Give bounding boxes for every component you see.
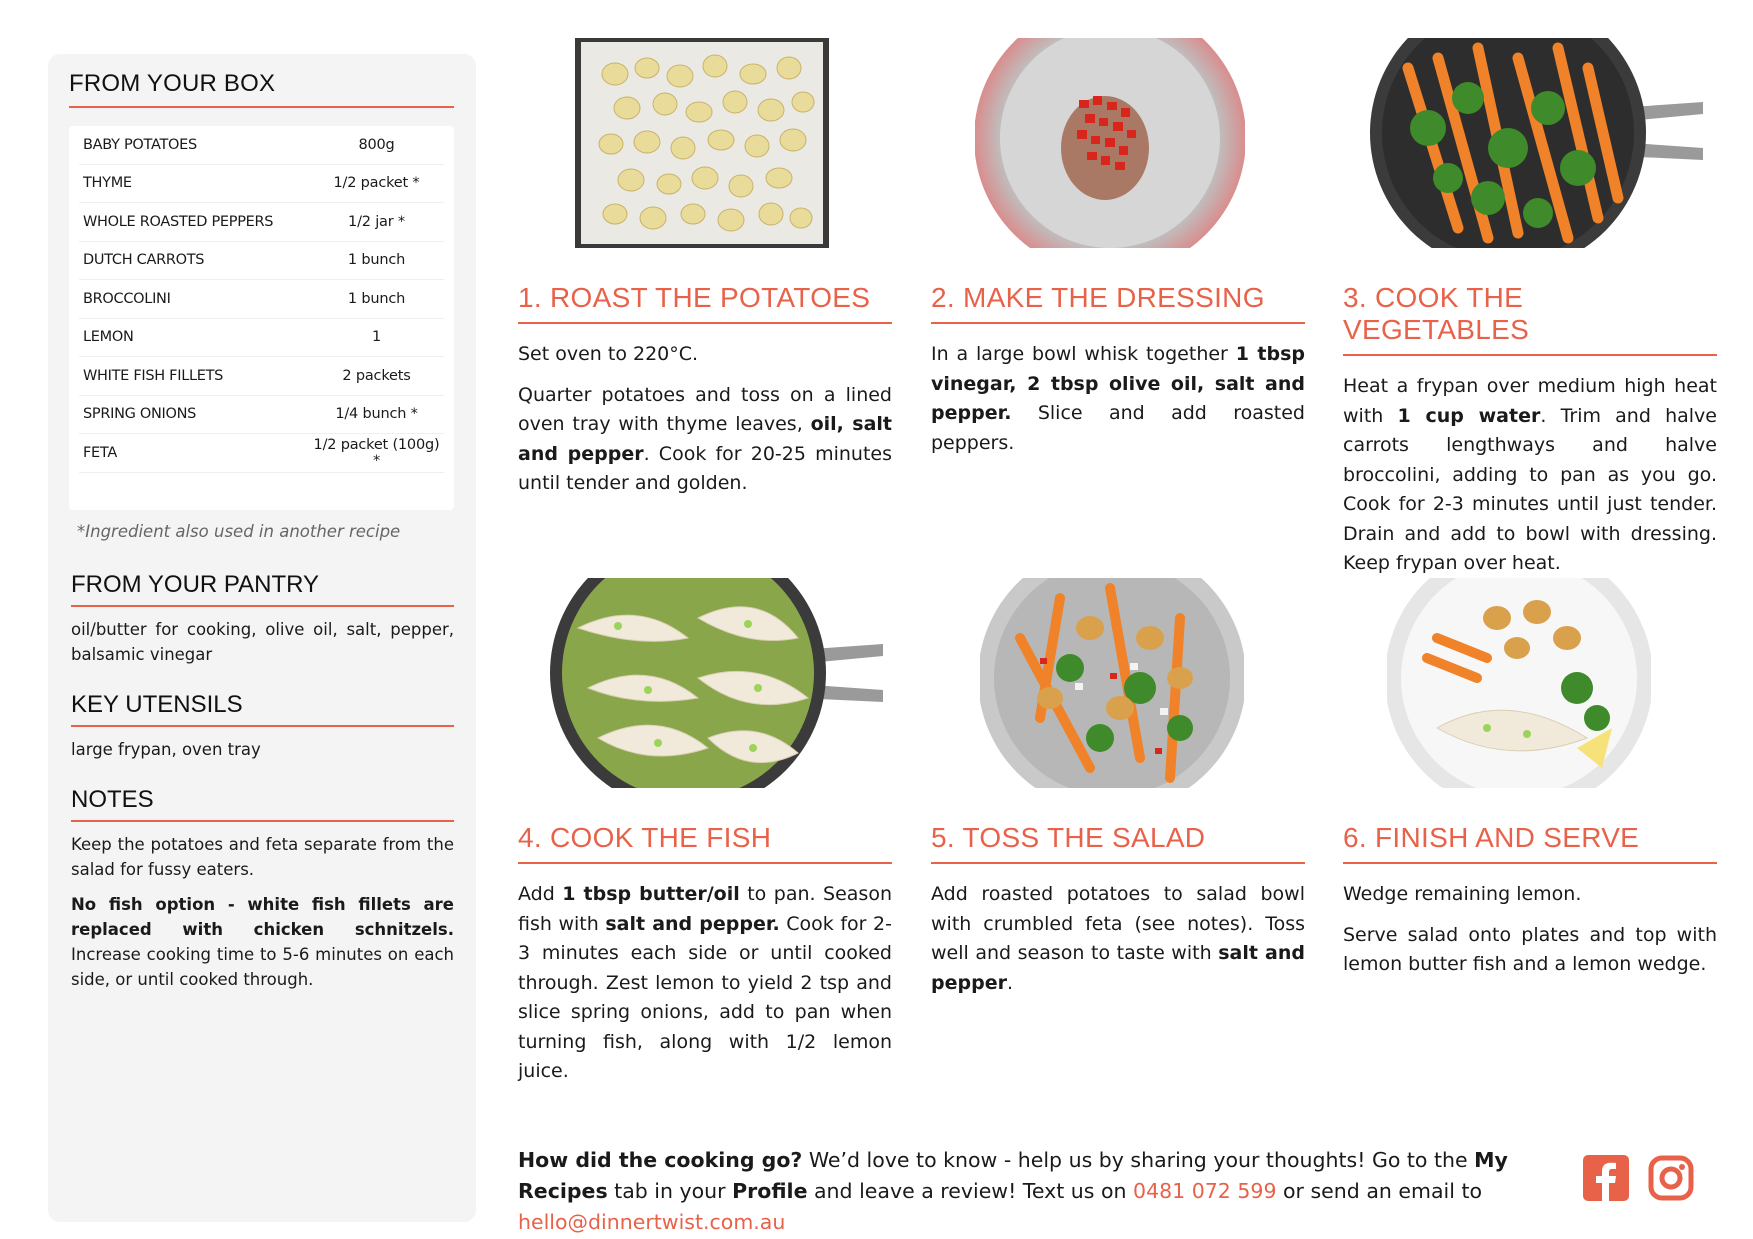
roasted-potatoes-image (518, 38, 892, 248)
step-text-bold: oil, salt and pepper (518, 413, 892, 465)
step-text-bold: salt and pepper (931, 942, 1305, 994)
from-your-pantry-heading: FROM YOUR PANTRY (71, 571, 454, 607)
salad-bowl-image (931, 578, 1305, 788)
step-1-text (518, 340, 892, 499)
ingredient-name: THYME (83, 175, 132, 192)
ingredient-qty: 1 (371, 329, 382, 346)
step-paragraph (1343, 921, 1717, 980)
step-paragraph (518, 381, 892, 499)
step-text-run: Add (518, 883, 563, 905)
step-paragraph (518, 340, 892, 370)
step-text-bold: 1 tbsp vinegar, 2 tbsp olive oil, salt and pepper. (931, 343, 1305, 424)
ingredient-row (79, 126, 444, 165)
ingredient-name: WHOLE ROASTED PEPPERS (83, 213, 274, 230)
ingredients-sidebar (48, 54, 476, 1222)
step-5-title: 5. TOSS THE SALAD (931, 822, 1305, 864)
step-text-run: . Trim and halve carrots lengthways and halve broccolini, adding to pan as you go. Cook for 2-3 minutes until just tender. Drain and add to bowl with dressing. Keep frypan over heat. (1343, 404, 1717, 574)
footer-text-3: and leave a review! Text us on (807, 1179, 1134, 1203)
facebook-icon[interactable] (1583, 1155, 1629, 1201)
step-5-text (931, 880, 1305, 998)
ingredient-qty: 1/2 packet * (333, 175, 420, 192)
ingredient-qty: 1 bunch (347, 252, 406, 269)
ingredient-row (79, 280, 444, 319)
ingredient-row (79, 396, 444, 435)
ingredient-name: LEMON (83, 329, 134, 346)
step-paragraph (931, 880, 1305, 998)
feedback-footer (518, 1145, 1578, 1238)
footer-my-recipes: My Recipes (518, 1148, 1508, 1203)
step-text-run: Cook for 2-3 minutes each side or until cooked through. Zest lemon to yield 2 tsp and slice spring onions, add to pan when turning fish, along with 1/2 lemon juice. (518, 912, 892, 1082)
instagram-icon[interactable] (1648, 1155, 1694, 1201)
step-text-run: In a large bowl whisk together (931, 343, 1236, 365)
step-2-text (931, 340, 1305, 458)
step-paragraph (1343, 372, 1717, 579)
ingredient-name: WHITE FISH FILLETS (83, 367, 224, 384)
ingredient-qty: 1/4 bunch * (335, 406, 418, 423)
step-text-run: . Cook for 20-25 minutes until tender and golden. (518, 442, 892, 494)
step-2 (931, 38, 1305, 458)
step-4 (518, 578, 892, 1087)
step-text-run: Heat a frypan over medium high heat with (1343, 375, 1717, 427)
ingredients-table (69, 126, 454, 510)
vegetables-pan-image (1343, 38, 1717, 248)
ingredient-qty: 2 packets (342, 367, 411, 384)
step-text-run: Quarter potatoes and toss on a lined oven tray with thyme leaves, (518, 383, 892, 435)
ingredient-row (79, 165, 444, 204)
ingredient-row (79, 203, 444, 242)
notes-heading: NOTES (71, 786, 454, 822)
step-1 (518, 38, 892, 499)
notes-text-1: Keep the potatoes and feta separate from the salad for fussy eaters. (71, 835, 454, 879)
step-3-title: 3. COOK THE VEGETABLES (1343, 282, 1717, 356)
ingredient-qty: 800g (358, 136, 395, 153)
footer-text-4: or send an email to (1276, 1179, 1483, 1203)
step-text-run: . (1006, 971, 1013, 994)
step-1-title: 1. ROAST THE POTATOES (518, 282, 892, 324)
step-text-run: Add roasted potatoes to salad bowl with crumbled feta (see notes). Toss well and season to taste with (931, 883, 1305, 964)
footer-text-2: tab in your (607, 1179, 733, 1203)
ingredient-row (79, 434, 444, 473)
step-2-title: 2. MAKE THE DRESSING (931, 282, 1305, 324)
step-text-run: Wedge remaining lemon. (1343, 883, 1582, 905)
ingredient-qty: 1/2 packet (100g) * (313, 436, 440, 469)
step-text-run: Set oven to 220°C. (518, 343, 699, 365)
footer-phone-link[interactable]: 0481 072 599 (1133, 1179, 1277, 1203)
ingredient-name: BABY POTATOES (83, 136, 197, 153)
step-text-run: Slice and add roasted peppers. (931, 402, 1305, 454)
footer-email-link[interactable]: hello@dinnertwist.com.au (518, 1210, 786, 1234)
step-paragraph (931, 340, 1305, 458)
ingredient-row (79, 357, 444, 396)
from-your-box-heading: FROM YOUR BOX (69, 70, 454, 108)
ingredient-row (79, 319, 444, 358)
key-utensils-heading: KEY UTENSILS (71, 691, 454, 727)
notes-text-2 (71, 892, 454, 992)
ingredient-qty: 1 bunch (347, 290, 406, 307)
step-text-bold: salt and pepper. (605, 912, 780, 935)
footer-question: How did the cooking go? (518, 1148, 803, 1172)
step-paragraph (1343, 880, 1717, 910)
fish-pan-image (518, 578, 892, 788)
notes-rest: Increase cooking time to 5-6 minutes on each side, or until cooked through. (71, 945, 454, 989)
step-paragraph (518, 880, 892, 1087)
step-4-title: 4. COOK THE FISH (518, 822, 892, 864)
plated-dish-image (1343, 578, 1717, 788)
step-text-run: to pan. Season fish with (518, 883, 892, 935)
footer-text-1: We’d love to know - help us by sharing your thoughts! Go to the (802, 1148, 1475, 1172)
ingredient-name: SPRING ONIONS (83, 406, 197, 423)
ingredient-row (79, 242, 444, 281)
ingredient-qty: 1/2 jar * (348, 213, 405, 230)
step-text-bold: 1 tbsp butter/oil (562, 883, 740, 905)
utensils-section (69, 691, 454, 762)
notes-bold: No fish option - white fish fillets are replaced with chicken schnitzels. (71, 895, 454, 939)
notes-section (69, 786, 454, 992)
pantry-text: oil/butter for cooking, olive oil, salt, pepper, balsamic vinegar (71, 620, 454, 664)
step-6-title: 6. FINISH AND SERVE (1343, 822, 1717, 864)
step-6-text (1343, 880, 1717, 980)
ingredient-name: FETA (83, 444, 117, 461)
footer-profile: Profile (732, 1179, 808, 1203)
step-text-run: Serve salad onto plates and top with lemon butter fish and a lemon wedge. (1343, 923, 1717, 975)
step-3-text (1343, 372, 1717, 579)
step-3 (1343, 38, 1717, 579)
step-4-text (518, 880, 892, 1087)
ingredient-name: DUTCH CARROTS (83, 252, 205, 269)
utensils-text: large frypan, oven tray (71, 740, 261, 759)
step-text-bold: 1 cup water (1397, 404, 1541, 427)
dressing-bowl-image (931, 38, 1305, 248)
pantry-section (69, 571, 454, 667)
ingredient-footnote: *Ingredient also used in another recipe (77, 522, 401, 541)
step-6 (1343, 578, 1717, 980)
ingredient-name: BROCCOLINI (83, 290, 171, 307)
step-5 (931, 578, 1305, 998)
